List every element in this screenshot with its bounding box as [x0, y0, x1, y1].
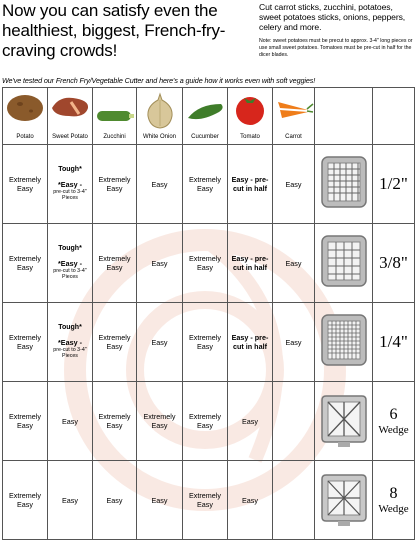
- cell-sweet-potato: Tough* *Easy - pre-cut to 3-4" Pieces: [48, 303, 93, 382]
- table-row: [3, 461, 415, 540]
- cutter-guide-table: [2, 87, 415, 540]
- cell-blade: [315, 145, 373, 224]
- tomato-icon: [233, 92, 267, 126]
- cell-size: 8 Wedge: [373, 461, 415, 540]
- onion-icon: [145, 92, 175, 130]
- cell-potato: Extremely Easy: [3, 303, 48, 382]
- wedge-blade-icon: [318, 390, 370, 448]
- cell-blade: [315, 382, 373, 461]
- cell-size: 6 Wedge: [373, 382, 415, 461]
- cell-onion: Easy: [137, 303, 183, 382]
- table-row: [3, 224, 415, 303]
- table-row: [3, 145, 415, 224]
- cell-zucchini: Extremely Easy: [93, 303, 137, 382]
- cell-carrot: Easy: [273, 145, 315, 224]
- cell-cucumber: Extremely Easy: [183, 145, 228, 224]
- header-cucumber: Cucumber: [183, 88, 228, 145]
- cell-zucchini: Extremely Easy: [93, 145, 137, 224]
- cell-cucumber: Extremely Easy: [183, 224, 228, 303]
- cell-blade: [315, 461, 373, 540]
- cell-potato: Extremely Easy: [3, 461, 48, 540]
- header-blank-size: [373, 88, 415, 145]
- sidebar-description: Cut carrot sticks, zucchini, potatoes, sweet potatoes sticks, onions, peppers, celery and more.: [259, 2, 406, 32]
- potato-icon: [5, 92, 45, 124]
- cell-sweet-potato: Easy: [48, 382, 93, 461]
- cell-tomato: Easy - pre-cut in half: [228, 224, 273, 303]
- dicer-blade-icon: [319, 154, 369, 210]
- cell-tomato: Easy - pre-cut in half: [228, 145, 273, 224]
- cell-tomato: Easy - pre-cut in half: [228, 303, 273, 382]
- cell-potato: Extremely Easy: [3, 145, 48, 224]
- sweet-potato-icon: [49, 92, 91, 122]
- page-headline: Now you can satisfy even the healthiest, biggest, French-fry-craving crowds!: [2, 1, 226, 60]
- cell-cucumber: Extremely Easy: [183, 461, 228, 540]
- cell-tomato: Easy: [228, 461, 273, 540]
- cell-zucchini: Extremely Easy: [93, 224, 137, 303]
- zucchini-icon: [95, 108, 135, 124]
- cell-carrot: Easy: [273, 224, 315, 303]
- cell-size: 3/8": [373, 224, 415, 303]
- cell-potato: Extremely Easy: [3, 224, 48, 303]
- cell-zucchini: Extremely Easy: [93, 382, 137, 461]
- table-row: [3, 303, 415, 382]
- cell-onion: Easy: [137, 145, 183, 224]
- sidebar-note: Note: sweet potatoes must be precut to approx. 3-4" long pieces or use small sweet potatoes. Tomatoes must be pre-cut in half for the dicer blades.: [259, 38, 413, 59]
- wedge-blade-icon: [318, 469, 370, 527]
- cell-carrot: [273, 382, 315, 461]
- cell-cucumber: Extremely Easy: [183, 303, 228, 382]
- cell-sweet-potato: Tough* *Easy - pre-cut to 3-4" Pieces: [48, 145, 93, 224]
- header-zucchini: Zucchini: [93, 88, 137, 145]
- cell-cucumber: Extremely Easy: [183, 382, 228, 461]
- cell-onion: Easy: [137, 461, 183, 540]
- cell-sweet-potato: Easy: [48, 461, 93, 540]
- header-carrot: Carrot: [273, 88, 315, 145]
- header-tomato: Tomato: [228, 88, 273, 145]
- guide-line: We've tested our French Fry/Vegetable Cutter and here's a guide how it works even with soft veggies!: [2, 76, 316, 85]
- cell-sweet-potato: Tough* *Easy - pre-cut to 3-4" Pieces: [48, 224, 93, 303]
- header-row: [3, 88, 415, 145]
- table-row: [3, 382, 415, 461]
- header-potato: Potato: [3, 88, 48, 145]
- header-onion: White Onion: [137, 88, 183, 145]
- cell-onion: Easy: [137, 224, 183, 303]
- dicer-blade-icon: [319, 312, 369, 368]
- carrot-icon: [274, 96, 314, 122]
- header-sweet-potato: Sweet Potato: [48, 88, 93, 145]
- cell-size: 1/2": [373, 145, 415, 224]
- cell-zucchini: Easy: [93, 461, 137, 540]
- cell-carrot: Easy: [273, 303, 315, 382]
- cell-blade: [315, 224, 373, 303]
- cucumber-icon: [185, 100, 225, 124]
- cell-onion: Extremely Easy: [137, 382, 183, 461]
- cell-potato: Extremely Easy: [3, 382, 48, 461]
- cell-blade: [315, 303, 373, 382]
- cell-tomato: Easy: [228, 382, 273, 461]
- dicer-blade-icon: [319, 233, 369, 289]
- cell-carrot: [273, 461, 315, 540]
- header-blank-blade: [315, 88, 373, 145]
- cell-size: 1/4": [373, 303, 415, 382]
